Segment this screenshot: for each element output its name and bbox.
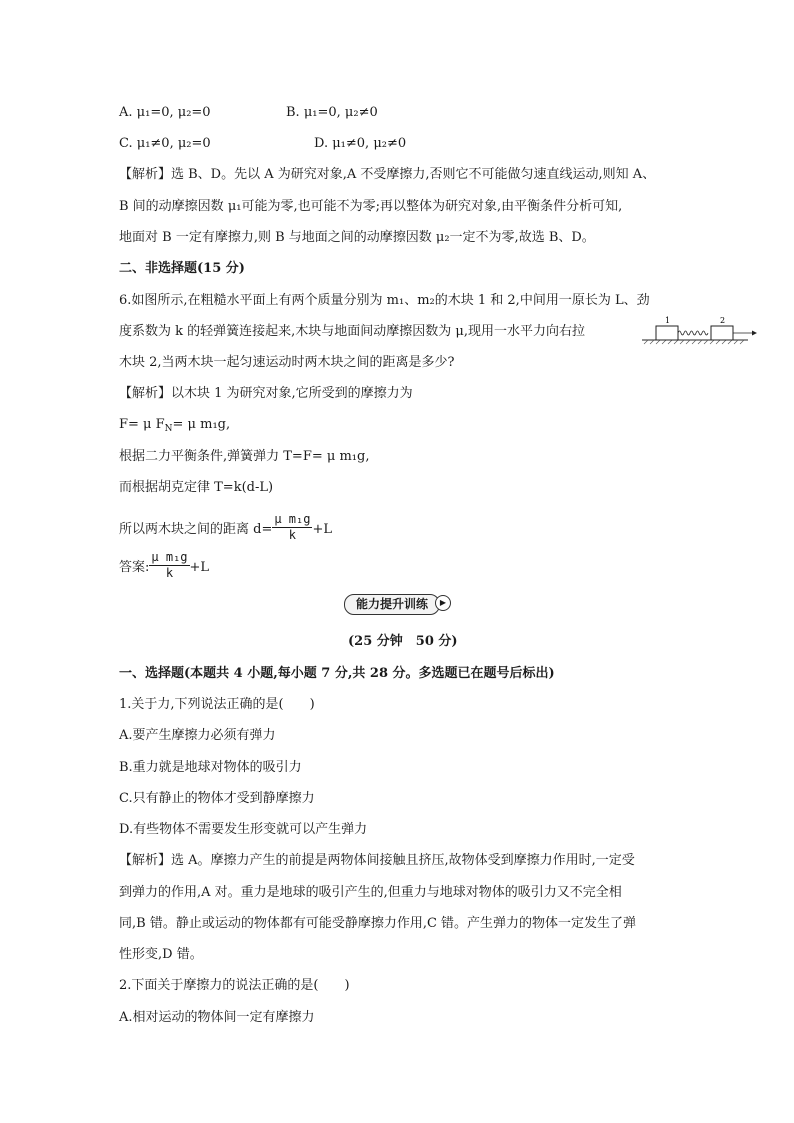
eq4-tail: +L (312, 522, 333, 537)
block-1-label: 1 (665, 316, 671, 325)
option-d: D. μ₁≠0, μ₂≠0 (314, 136, 407, 151)
answer-prefix: 答案: (119, 560, 150, 575)
block-2-label: 2 (720, 316, 726, 325)
option-b: B. μ₁=0, μ₂≠0 (286, 105, 378, 120)
eq1-tail: = μ m₁g, (172, 417, 231, 432)
solution6-intro: 【解析】以木块 1 为研究对象,它所受到的摩擦力为 (119, 386, 413, 401)
solution6-eq1 (119, 415, 230, 435)
answer6 (119, 552, 209, 584)
q1-option-d: D.有些物体不需要发生形变就可以产生弹力 (119, 822, 368, 837)
analysis1-line4: 性形变,D 错。 (119, 947, 203, 962)
q2-option-a: A.相对运动的物体间一定有摩擦力 (119, 1010, 315, 1025)
q2-stem: 2.下面关于摩擦力的说法正确的是( ) (119, 978, 350, 993)
play-icon: ▶ (435, 595, 451, 611)
solution6-eq4 (119, 514, 332, 546)
pull-arrow-head (752, 331, 757, 336)
ground (642, 340, 748, 344)
block-2 (711, 326, 733, 340)
q1-option-c: C.只有静止的物体才受到静摩擦力 (119, 791, 315, 806)
time-score: (25 分钟 50 分) (348, 634, 458, 649)
q1-option-b: B.重力就是地球对物体的吸引力 (119, 760, 302, 775)
answer-tail: +L (189, 560, 210, 575)
q6-line1: 6.如图所示,在粗糙水平面上有两个质量分别为 m₁、m₂的木块 1 和 2,中间用一原长为 L、劲 (119, 293, 650, 308)
analysis5-line1: 【解析】选 B、D。先以 A 为研究对象,A 不受摩擦力,否则它不可能做匀速直线运动,则知 A、 (119, 167, 656, 182)
q1-stem: 1.关于力,下列说法正确的是( ) (119, 697, 315, 712)
eq1-sub: N (164, 424, 173, 434)
answer-fraction (149, 550, 189, 581)
option-a: A. μ₁=0, μ₂=0 (119, 105, 211, 120)
block-1 (656, 326, 678, 340)
q6-line3: 木块 2,当两木块一起匀速运动时两木块之间的距离是多少? (119, 355, 455, 370)
option-c: C. μ₁≠0, μ₂=0 (119, 136, 211, 151)
analysis5-line3: 地面对 B 一定有摩擦力,则 B 与地面之间的动摩擦因数 μ₂一定不为零,故选 B、D。 (119, 230, 595, 245)
fraction-denominator: k (288, 528, 297, 542)
section2-title: 二、非选择题(15 分) (119, 261, 245, 276)
q6-line2: 度系数为 k 的轻弹簧连接起来,木块与地面间动摩擦因数为 μ,现用一水平力向右拉 (119, 324, 585, 339)
spring (678, 331, 708, 335)
analysis1-line3: 同,B 错。静止或运动的物体都有可能受静摩擦力作用,C 错。产生弹力的物体一定发生了弹 (119, 916, 637, 931)
solution6-eq2: 根据二力平衡条件,弹簧弹力 T=F= μ m₁g, (119, 449, 370, 464)
analysis1-line2: 到弹力的作用,A 对。重力是地球的吸引产生的,但重力与地球对物体的吸引力又不完全相 (119, 885, 622, 900)
analysis5-line2: B 间的动摩擦因数 μ₁可能为零,也可能不为零;再以整体为研究对象,由平衡条件分析可知, (119, 199, 623, 214)
q1-option-a: A.要产生摩擦力必须有弹力 (119, 728, 276, 743)
ability-training-badge: 能力提升训练 (344, 594, 440, 615)
solution6-eq3: 而根据胡克定律 T=k(d-L) (119, 480, 274, 495)
eq4-prefix: 所以两木块之间的距离 d= (119, 522, 273, 537)
eq1-head: F= μ F (119, 417, 165, 432)
analysis1-line1: 【解析】选 A。摩擦力产生的前提是两物体间接触且挤压,故物体受到摩擦力作用时,一定受 (119, 853, 635, 868)
section1-title: 一、选择题(本题共 4 小题,每小题 7 分,共 28 分。多选题已在题号后标出) (119, 666, 555, 681)
answer-denominator: k (165, 566, 174, 580)
distance-fraction (272, 512, 312, 543)
fraction-numerator: μ m₁g (274, 512, 311, 526)
spring-blocks-figure (640, 312, 760, 352)
answer-numerator: μ m₁g (151, 550, 188, 564)
